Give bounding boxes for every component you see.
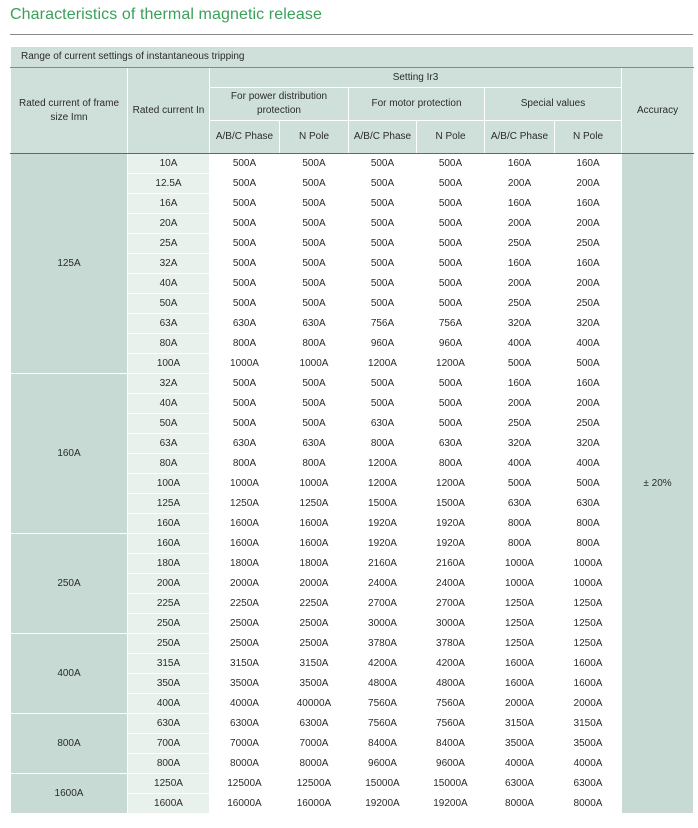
frame-size-cell: 160A	[11, 374, 128, 534]
motor-pole-cell: 15000A	[417, 774, 485, 794]
power-pole-cell: 16000A	[280, 794, 349, 814]
motor-pole-cell: 4200A	[417, 654, 485, 674]
power-pole-cell: 1800A	[280, 554, 349, 574]
header-power-distribution: For power distribution protection	[210, 88, 349, 121]
special-pole-cell: 250A	[555, 414, 622, 434]
special-phase-cell: 8000A	[485, 794, 555, 814]
motor-pole-cell: 7560A	[417, 714, 485, 734]
power-pole-cell: 630A	[280, 434, 349, 454]
rated-current-cell: 1600A	[128, 794, 210, 814]
special-pole-cell: 500A	[555, 474, 622, 494]
rated-current-cell: 50A	[128, 294, 210, 314]
rated-current-cell: 400A	[128, 694, 210, 714]
power-phase-cell: 1250A	[210, 494, 280, 514]
power-pole-cell: 630A	[280, 314, 349, 334]
rated-current-cell: 225A	[128, 594, 210, 614]
header-frame-size: Rated current of frame size Imn	[11, 68, 128, 154]
power-phase-cell: 4000A	[210, 694, 280, 714]
motor-phase-cell: 500A	[349, 274, 417, 294]
rated-current-cell: 700A	[128, 734, 210, 754]
motor-pole-cell: 500A	[417, 394, 485, 414]
motor-pole-cell: 2400A	[417, 574, 485, 594]
special-pole-cell: 320A	[555, 434, 622, 454]
rated-current-cell: 160A	[128, 514, 210, 534]
power-pole-cell: 2500A	[280, 634, 349, 654]
power-pole-cell: 1600A	[280, 514, 349, 534]
special-phase-cell: 1250A	[485, 594, 555, 614]
special-phase-cell: 1000A	[485, 574, 555, 594]
rated-current-cell: 16A	[128, 194, 210, 214]
motor-phase-cell: 7560A	[349, 694, 417, 714]
special-phase-cell: 320A	[485, 434, 555, 454]
rated-current-cell: 200A	[128, 574, 210, 594]
frame-size-cell: 800A	[11, 714, 128, 774]
power-phase-cell: 1000A	[210, 474, 280, 494]
special-phase-cell: 200A	[485, 394, 555, 414]
header-setting-ir3: Setting Ir3	[210, 68, 622, 88]
motor-pole-cell: 500A	[417, 214, 485, 234]
motor-pole-cell: 4800A	[417, 674, 485, 694]
special-phase-cell: 3150A	[485, 714, 555, 734]
power-pole-cell: 500A	[280, 394, 349, 414]
power-phase-cell: 1000A	[210, 354, 280, 374]
special-pole-cell: 630A	[555, 494, 622, 514]
power-phase-cell: 500A	[210, 214, 280, 234]
motor-phase-cell: 1200A	[349, 474, 417, 494]
motor-phase-cell: 19200A	[349, 794, 417, 814]
motor-pole-cell: 500A	[417, 174, 485, 194]
rated-current-cell: 100A	[128, 474, 210, 494]
special-phase-cell: 160A	[485, 154, 555, 174]
special-phase-cell: 1250A	[485, 614, 555, 634]
header-power-pole	[280, 121, 349, 154]
motor-phase-cell: 9600A	[349, 754, 417, 774]
special-pole-cell: 6300A	[555, 774, 622, 794]
motor-phase-cell: 2160A	[349, 554, 417, 574]
power-phase-cell: 630A	[210, 314, 280, 334]
header-power-pole-label: N Pole	[298, 131, 329, 142]
special-pole-cell: 250A	[555, 234, 622, 254]
header-power-phase-label: A/B/C Phase	[215, 131, 274, 142]
header-motor-pole	[417, 121, 485, 154]
header-motor-pole-label: N Pole	[435, 131, 466, 142]
special-phase-cell: 200A	[485, 174, 555, 194]
special-phase-cell: 500A	[485, 474, 555, 494]
special-pole-cell: 200A	[555, 214, 622, 234]
rated-current-cell: 32A	[128, 254, 210, 274]
special-phase-cell: 250A	[485, 234, 555, 254]
power-phase-cell: 500A	[210, 374, 280, 394]
tripping-settings-table	[10, 46, 694, 814]
accuracy-cell: ± 20%	[622, 154, 694, 814]
power-phase-cell: 2000A	[210, 574, 280, 594]
rated-current-cell: 40A	[128, 274, 210, 294]
table-row	[11, 774, 694, 794]
power-pole-cell: 500A	[280, 294, 349, 314]
motor-phase-cell: 3780A	[349, 634, 417, 654]
table-row	[11, 374, 694, 394]
motor-pole-cell: 500A	[417, 414, 485, 434]
power-pole-cell: 2250A	[280, 594, 349, 614]
special-pole-cell: 160A	[555, 194, 622, 214]
motor-phase-cell: 2700A	[349, 594, 417, 614]
rated-current-cell: 1250A	[128, 774, 210, 794]
special-pole-cell: 500A	[555, 354, 622, 374]
motor-pole-cell: 2700A	[417, 594, 485, 614]
power-phase-cell: 800A	[210, 334, 280, 354]
rated-current-cell: 25A	[128, 234, 210, 254]
header-special-pole-label: N Pole	[572, 131, 603, 142]
rated-current-cell: 315A	[128, 654, 210, 674]
power-pole-cell: 1000A	[280, 474, 349, 494]
power-pole-cell: 2000A	[280, 574, 349, 594]
special-pole-cell: 1600A	[555, 654, 622, 674]
motor-phase-cell: 3000A	[349, 614, 417, 634]
rated-current-cell: 250A	[128, 634, 210, 654]
power-phase-cell: 500A	[210, 154, 280, 174]
frame-size-cell: 250A	[11, 534, 128, 634]
special-phase-cell: 200A	[485, 274, 555, 294]
motor-pole-cell: 1920A	[417, 534, 485, 554]
power-pole-cell: 1000A	[280, 354, 349, 374]
power-pole-cell: 500A	[280, 214, 349, 234]
motor-phase-cell: 2400A	[349, 574, 417, 594]
motor-pole-cell: 3000A	[417, 614, 485, 634]
power-pole-cell: 1250A	[280, 494, 349, 514]
rated-current-cell: 50A	[128, 414, 210, 434]
power-pole-cell: 1600A	[280, 534, 349, 554]
special-pole-cell: 200A	[555, 174, 622, 194]
power-pole-cell: 8000A	[280, 754, 349, 774]
power-phase-cell: 2250A	[210, 594, 280, 614]
motor-phase-cell: 1200A	[349, 454, 417, 474]
power-pole-cell: 500A	[280, 154, 349, 174]
special-phase-cell: 1000A	[485, 554, 555, 574]
special-pole-cell: 400A	[555, 454, 622, 474]
motor-pole-cell: 1200A	[417, 474, 485, 494]
special-phase-cell: 2000A	[485, 694, 555, 714]
special-phase-cell: 160A	[485, 254, 555, 274]
motor-pole-cell: 630A	[417, 434, 485, 454]
motor-phase-cell: 500A	[349, 254, 417, 274]
header-special-values: Special values	[485, 88, 622, 121]
motor-pole-cell: 500A	[417, 194, 485, 214]
rated-current-cell: 125A	[128, 494, 210, 514]
motor-pole-cell: 500A	[417, 154, 485, 174]
power-phase-cell: 1600A	[210, 514, 280, 534]
power-pole-cell: 3150A	[280, 654, 349, 674]
motor-phase-cell: 500A	[349, 234, 417, 254]
special-pole-cell: 1000A	[555, 574, 622, 594]
motor-phase-cell: 1920A	[349, 534, 417, 554]
special-phase-cell: 1600A	[485, 654, 555, 674]
table-row	[11, 534, 694, 554]
motor-phase-cell: 500A	[349, 174, 417, 194]
motor-pole-cell: 800A	[417, 454, 485, 474]
motor-pole-cell: 960A	[417, 334, 485, 354]
motor-phase-cell: 500A	[349, 294, 417, 314]
power-phase-cell: 500A	[210, 414, 280, 434]
motor-phase-cell: 500A	[349, 214, 417, 234]
motor-phase-cell: 4200A	[349, 654, 417, 674]
special-pole-cell: 1250A	[555, 614, 622, 634]
power-pole-cell: 40000A	[280, 694, 349, 714]
motor-phase-cell: 800A	[349, 434, 417, 454]
motor-phase-cell: 500A	[349, 194, 417, 214]
special-pole-cell: 800A	[555, 514, 622, 534]
power-phase-cell: 500A	[210, 174, 280, 194]
motor-pole-cell: 500A	[417, 374, 485, 394]
power-phase-cell: 8000A	[210, 754, 280, 774]
motor-phase-cell: 4800A	[349, 674, 417, 694]
special-pole-cell: 4000A	[555, 754, 622, 774]
power-phase-cell: 630A	[210, 434, 280, 454]
power-pole-cell: 500A	[280, 174, 349, 194]
power-pole-cell: 500A	[280, 234, 349, 254]
rated-current-cell: 63A	[128, 314, 210, 334]
motor-pole-cell: 7560A	[417, 694, 485, 714]
page-title: Characteristics of thermal magnetic release	[10, 6, 322, 23]
power-pole-cell: 2500A	[280, 614, 349, 634]
power-phase-cell: 1600A	[210, 534, 280, 554]
header-rated-current: Rated current In	[128, 68, 210, 154]
table-body	[11, 154, 694, 814]
special-pole-cell: 200A	[555, 394, 622, 414]
special-pole-cell: 3150A	[555, 714, 622, 734]
special-phase-cell: 800A	[485, 534, 555, 554]
motor-pole-cell: 1200A	[417, 354, 485, 374]
rated-current-cell: 350A	[128, 674, 210, 694]
motor-phase-cell: 1500A	[349, 494, 417, 514]
special-phase-cell: 3500A	[485, 734, 555, 754]
power-phase-cell: 2500A	[210, 634, 280, 654]
special-phase-cell: 250A	[485, 414, 555, 434]
special-pole-cell: 160A	[555, 374, 622, 394]
power-pole-cell: 500A	[280, 414, 349, 434]
power-phase-cell: 800A	[210, 454, 280, 474]
thermal-magnetic-table-container	[10, 46, 693, 814]
motor-phase-cell: 960A	[349, 334, 417, 354]
power-phase-cell: 1800A	[210, 554, 280, 574]
special-pole-cell: 200A	[555, 274, 622, 294]
rated-current-cell: 80A	[128, 334, 210, 354]
header-special-phase-label: A/B/C Phase	[490, 131, 549, 142]
motor-phase-cell: 756A	[349, 314, 417, 334]
rated-current-cell: 630A	[128, 714, 210, 734]
rated-current-cell: 160A	[128, 534, 210, 554]
header-special-pole	[555, 121, 622, 154]
header-power-phase	[210, 121, 280, 154]
rated-current-cell: 63A	[128, 434, 210, 454]
motor-pole-cell: 9600A	[417, 754, 485, 774]
table-caption: Range of current settings of instantaneous tripping	[11, 47, 694, 68]
rated-current-cell: 32A	[128, 374, 210, 394]
power-phase-cell: 2500A	[210, 614, 280, 634]
power-pole-cell: 12500A	[280, 774, 349, 794]
power-phase-cell: 7000A	[210, 734, 280, 754]
power-phase-cell: 500A	[210, 394, 280, 414]
motor-phase-cell: 7560A	[349, 714, 417, 734]
motor-pole-cell: 500A	[417, 294, 485, 314]
special-phase-cell: 1250A	[485, 634, 555, 654]
rated-current-cell: 10A	[128, 154, 210, 174]
motor-phase-cell: 630A	[349, 414, 417, 434]
power-phase-cell: 500A	[210, 234, 280, 254]
rated-current-cell: 800A	[128, 754, 210, 774]
special-phase-cell: 630A	[485, 494, 555, 514]
power-pole-cell: 7000A	[280, 734, 349, 754]
table-row	[11, 634, 694, 654]
power-pole-cell: 6300A	[280, 714, 349, 734]
frame-size-cell: 400A	[11, 634, 128, 714]
motor-pole-cell: 500A	[417, 274, 485, 294]
special-phase-cell: 400A	[485, 454, 555, 474]
special-pole-cell: 8000A	[555, 794, 622, 814]
power-phase-cell: 3150A	[210, 654, 280, 674]
special-phase-cell: 1600A	[485, 674, 555, 694]
special-pole-cell: 160A	[555, 154, 622, 174]
rated-current-cell: 100A	[128, 354, 210, 374]
motor-phase-cell: 1200A	[349, 354, 417, 374]
table-header	[11, 47, 694, 154]
special-phase-cell: 250A	[485, 294, 555, 314]
power-pole-cell: 500A	[280, 274, 349, 294]
power-phase-cell: 12500A	[210, 774, 280, 794]
special-pole-cell: 250A	[555, 294, 622, 314]
special-phase-cell: 160A	[485, 194, 555, 214]
frame-size-cell: 125A	[11, 154, 128, 374]
header-accuracy: Accuracy	[622, 68, 694, 154]
rated-current-cell: 12.5A	[128, 174, 210, 194]
motor-pole-cell: 2160A	[417, 554, 485, 574]
special-phase-cell: 800A	[485, 514, 555, 534]
power-pole-cell: 800A	[280, 454, 349, 474]
motor-phase-cell: 500A	[349, 154, 417, 174]
power-pole-cell: 3500A	[280, 674, 349, 694]
power-phase-cell: 500A	[210, 274, 280, 294]
special-phase-cell: 320A	[485, 314, 555, 334]
special-phase-cell: 200A	[485, 214, 555, 234]
motor-pole-cell: 1500A	[417, 494, 485, 514]
motor-pole-cell: 3780A	[417, 634, 485, 654]
motor-phase-cell: 15000A	[349, 774, 417, 794]
special-pole-cell: 400A	[555, 334, 622, 354]
special-pole-cell: 1000A	[555, 554, 622, 574]
special-pole-cell: 2000A	[555, 694, 622, 714]
frame-size-cell: 1600A	[11, 774, 128, 814]
power-pole-cell: 800A	[280, 334, 349, 354]
power-phase-cell: 500A	[210, 194, 280, 214]
motor-pole-cell: 756A	[417, 314, 485, 334]
motor-phase-cell: 500A	[349, 394, 417, 414]
special-pole-cell: 800A	[555, 534, 622, 554]
special-phase-cell: 6300A	[485, 774, 555, 794]
special-phase-cell: 500A	[485, 354, 555, 374]
power-phase-cell: 6300A	[210, 714, 280, 734]
rated-current-cell: 180A	[128, 554, 210, 574]
motor-pole-cell: 500A	[417, 234, 485, 254]
motor-pole-cell: 500A	[417, 254, 485, 274]
motor-phase-cell: 1920A	[349, 514, 417, 534]
power-phase-cell: 16000A	[210, 794, 280, 814]
special-phase-cell: 4000A	[485, 754, 555, 774]
rated-current-cell: 40A	[128, 394, 210, 414]
special-pole-cell: 320A	[555, 314, 622, 334]
special-pole-cell: 1600A	[555, 674, 622, 694]
motor-phase-cell: 8400A	[349, 734, 417, 754]
header-special-phase	[485, 121, 555, 154]
motor-pole-cell: 8400A	[417, 734, 485, 754]
table-row	[11, 714, 694, 734]
motor-pole-cell: 19200A	[417, 794, 485, 814]
header-motor-phase	[349, 121, 417, 154]
rated-current-cell: 80A	[128, 454, 210, 474]
power-pole-cell: 500A	[280, 254, 349, 274]
power-phase-cell: 500A	[210, 254, 280, 274]
header-motor-phase-label: A/B/C Phase	[353, 131, 412, 142]
table-row	[11, 154, 694, 174]
special-pole-cell: 160A	[555, 254, 622, 274]
header-motor-protection: For motor protection	[349, 88, 485, 121]
title-divider	[10, 34, 693, 35]
power-phase-cell: 500A	[210, 294, 280, 314]
power-pole-cell: 500A	[280, 374, 349, 394]
special-pole-cell: 3500A	[555, 734, 622, 754]
rated-current-cell: 250A	[128, 614, 210, 634]
special-phase-cell: 400A	[485, 334, 555, 354]
special-pole-cell: 1250A	[555, 634, 622, 654]
motor-phase-cell: 500A	[349, 374, 417, 394]
special-pole-cell: 1250A	[555, 594, 622, 614]
motor-pole-cell: 1920A	[417, 514, 485, 534]
rated-current-cell: 20A	[128, 214, 210, 234]
power-pole-cell: 500A	[280, 194, 349, 214]
special-phase-cell: 160A	[485, 374, 555, 394]
power-phase-cell: 3500A	[210, 674, 280, 694]
